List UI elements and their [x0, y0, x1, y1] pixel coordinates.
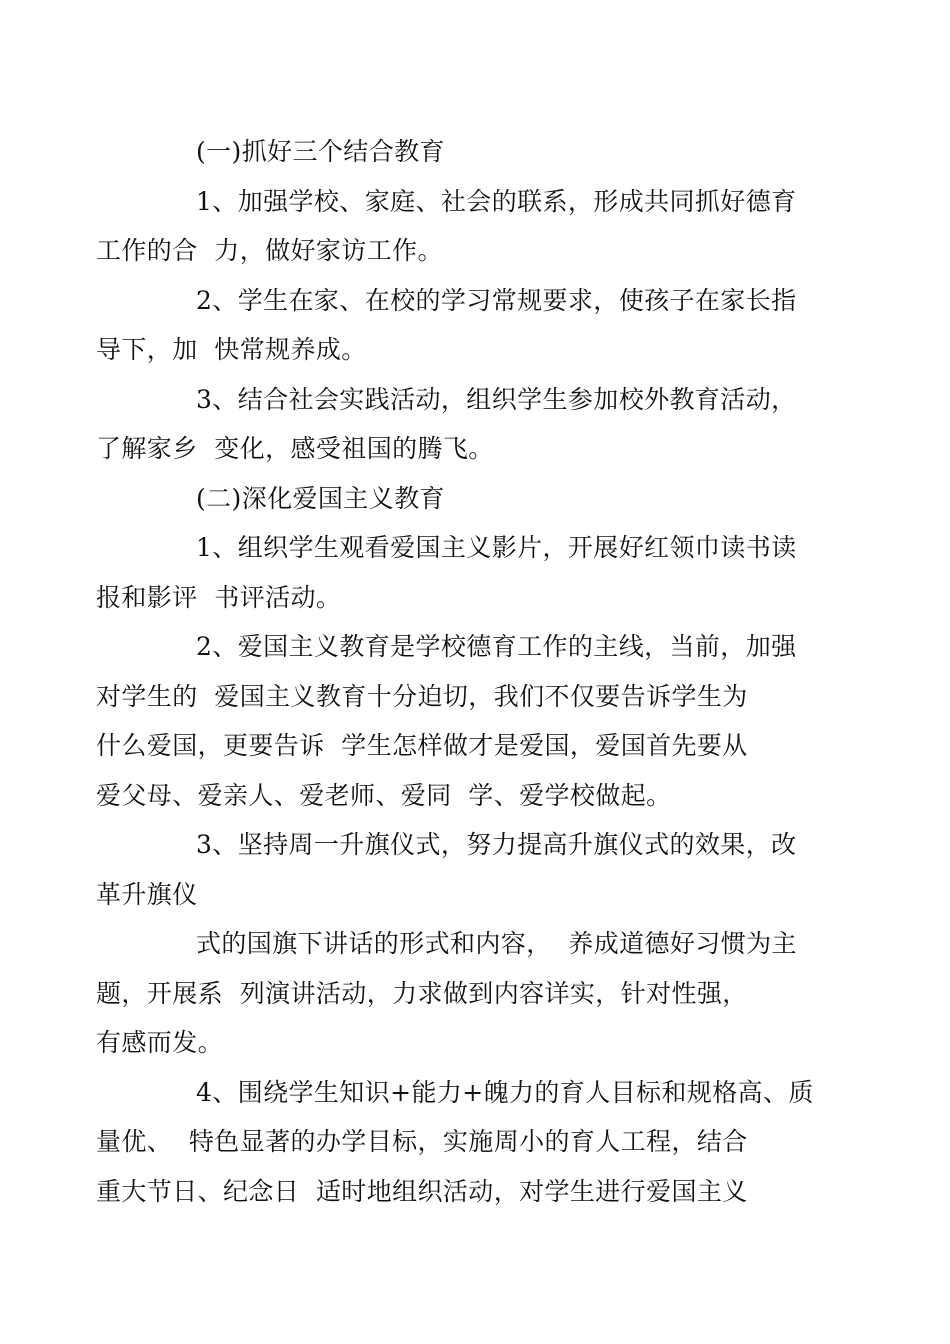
paragraph-1-1 [96, 177, 808, 276]
text-line: 什么爱国，更要告诉 学生怎样做才是爱国，爱国首先要从 [96, 731, 748, 760]
text-line: 有感而发。 [96, 1028, 224, 1057]
text-line: 4、围绕学生知识+能力+魄力的育人目标和规格高、质 [196, 1077, 814, 1107]
paragraph-1-2 [96, 276, 808, 375]
text-line: 3、坚持周一升旗仪式，努力提高升旗仪式的效果，改 [196, 830, 797, 859]
paragraph-2-4 [96, 1068, 814, 1217]
section-heading-1 [146, 127, 808, 177]
paragraph-2-2 [96, 622, 808, 820]
text-line: 导下，加 快常规养成。 [96, 335, 367, 364]
text-line: 报和影评 书评活动。 [96, 582, 342, 612]
section-heading-2 [146, 474, 808, 524]
text-line: 式的国旗下讲话的形式和内容， 养成道德好习惯为主 [196, 929, 797, 958]
text-line: 2、爱国主义教育是学校德育工作的主线，当前，加强 [196, 632, 797, 661]
text-line: 1、加强学校、家庭、社会的联系，形成共同抓好德育 [196, 186, 797, 216]
text-line: 工作的合 力，做好家访工作。 [96, 236, 443, 265]
text-line: 爱父母、爱亲人、爱老师、爱同 学、爱学校做起。 [96, 780, 672, 810]
text-line: 题，开展系 列演讲活动，力求做到内容详实，针对性强， [96, 978, 748, 1008]
text-line: 对学生的 爱国主义教育十分迫切，我们不仅要告诉学生为 [96, 681, 748, 711]
text-line: 重大节日、纪念日 适时地组织活动，对学生进行爱国主义 [96, 1176, 748, 1206]
text-line: 2、学生在家、在校的学习常规要求，使孩子在家长指 [196, 285, 797, 315]
paragraph-2-1 [96, 523, 808, 622]
text-line: 1、组织学生观看爱国主义影片，开展好红领巾读书读 [196, 533, 797, 562]
text-line: 了解家乡 变化，感受祖国的腾飞。 [96, 434, 494, 463]
text-line: 3、结合社会实践活动，组织学生参加校外教育活动， [196, 384, 797, 414]
paragraph-2-3-continued [96, 919, 808, 1068]
document-body [96, 127, 814, 1216]
text-line: (二)深化爱国主义教育 [196, 483, 445, 513]
paragraph-2-3 [96, 820, 808, 919]
text-line: (一)抓好三个结合教育 [196, 137, 445, 166]
text-line: 革升旗仪 [96, 879, 198, 909]
text-line: 量优、 特色显著的办学目标，实施周小的育人工程，结合 [96, 1127, 748, 1156]
paragraph-1-3 [96, 375, 808, 474]
